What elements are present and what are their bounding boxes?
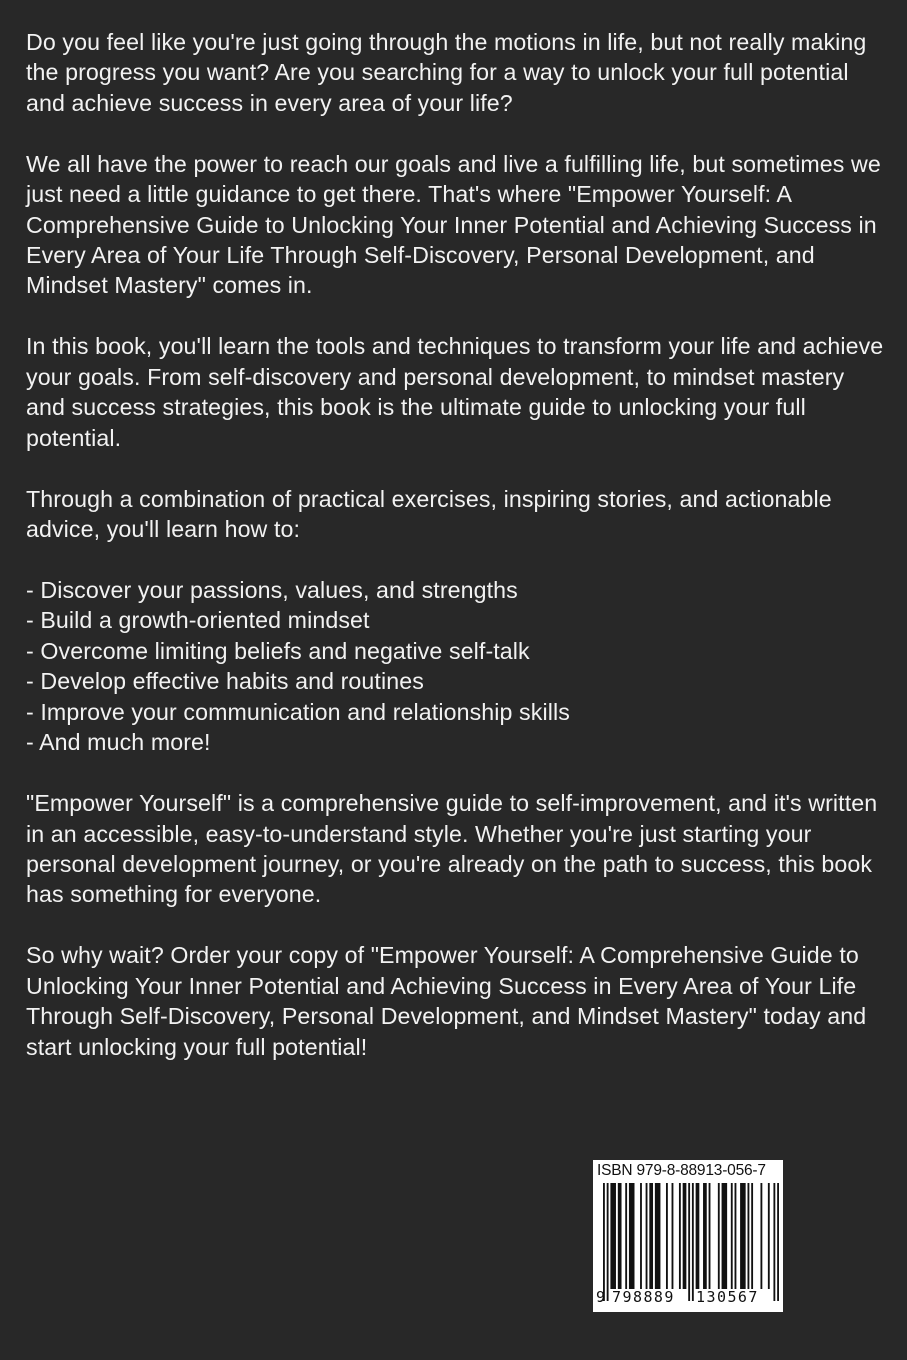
blurb-intro-paragraph: Do you feel like you're just going through the motions in life, but not really making the progress you want? Are you searching for a way to unlock your full potential and achieve success in every area of your life? (26, 29, 867, 116)
barcode-bar (666, 1183, 668, 1289)
barcode-bar (731, 1183, 733, 1289)
barcode-bar (696, 1183, 700, 1289)
barcode-digits-right: 130567 (696, 1288, 759, 1306)
barcode-bar (768, 1183, 770, 1289)
barcode-bar (625, 1183, 627, 1289)
barcode-bar (629, 1183, 635, 1289)
barcode-bar (646, 1183, 648, 1289)
blurb-text (26, 27, 886, 1093)
barcode-bar (740, 1183, 746, 1289)
barcode-digits-left: 798889 (612, 1288, 675, 1306)
barcode-bar (618, 1183, 622, 1289)
barcode-bar (640, 1183, 642, 1289)
list-item: - Develop effective habits and routines (26, 668, 424, 695)
isbn-label: ISBN 979-8-88913-056-7 (597, 1162, 766, 1179)
barcode-bar (649, 1183, 653, 1289)
blurb-cta-paragraph: So why wait? Order your copy of "Empower Yourself: A Comprehensive Guide to Unlocking Your Inner Potential and Achieving Success in Every Area of Your Life Through Self-Discovery, Personal Development, and Mindset Mastery" today and start unlocking your full potential! (26, 942, 867, 1060)
list-item: - Discover your passions, values, and strengths (26, 577, 518, 604)
barcode-bar (735, 1183, 737, 1289)
learning-outcomes-list (26, 575, 886, 757)
barcode-guard-bar (688, 1183, 690, 1301)
barcode-guard-bar (603, 1183, 605, 1301)
blurb-power-paragraph: We all have the power to reach our goals and live a fulfilling life, but sometimes we just need a little guidance to get there. That's where "Empower Yourself: A Comprehensive Guide to Unlocking Your Inner Potential and Achieving Success in Every Area of Your Life Through Self-Discovery, Personal Development, and Mindset Mastery" comes in. (26, 150, 881, 299)
barcode-bar (683, 1183, 687, 1289)
blurb-learn-intro-paragraph: Through a combination of practical exercises, inspiring stories, and actionable advice, you'll learn how to: (26, 485, 832, 543)
barcode-bar (679, 1183, 681, 1289)
list-item: - Improve your communication and relationship skills (26, 698, 570, 725)
barcode-guard-bar (773, 1183, 775, 1301)
barcode-bar (722, 1183, 728, 1289)
barcode-guard-bar (692, 1183, 694, 1301)
barcode-bar (760, 1183, 762, 1289)
list-item: - And much more! (26, 729, 211, 756)
blurb-book-paragraph: In this book, you'll learn the tools and techniques to transform your life and achieve your goals. From self-discovery and personal development, to mindset mastery and success strategies, this book is the ultimate guide to unlocking your full potential. (26, 333, 884, 451)
barcode-bar (672, 1183, 674, 1289)
barcode-guard-bar (607, 1183, 609, 1301)
barcode-bar (709, 1183, 711, 1289)
barcode-bar (610, 1183, 616, 1289)
barcode-bar (751, 1183, 753, 1289)
list-item: - Build a growth-oriented mindset (26, 607, 370, 634)
barcode-bar (655, 1183, 661, 1289)
barcode-guard-bar (777, 1183, 779, 1301)
barcode-bar (718, 1183, 720, 1289)
isbn-barcode-block (593, 1160, 783, 1312)
barcode-digit-lead: 9 (596, 1288, 607, 1306)
list-item: - Overcome limiting beliefs and negative self-talk (26, 637, 530, 664)
barcode-bar (703, 1183, 707, 1289)
barcode-digits (593, 1288, 783, 1310)
barcode-bars (603, 1183, 779, 1301)
barcode-bar (748, 1183, 750, 1289)
blurb-summary-paragraph: "Empower Yourself" is a comprehensive guide to self-improvement, and it's written in an accessible, easy-to-understand style. Whether you're just starting your personal development journey, or you're already on the path to success, this book has something for everyone. (26, 790, 878, 908)
